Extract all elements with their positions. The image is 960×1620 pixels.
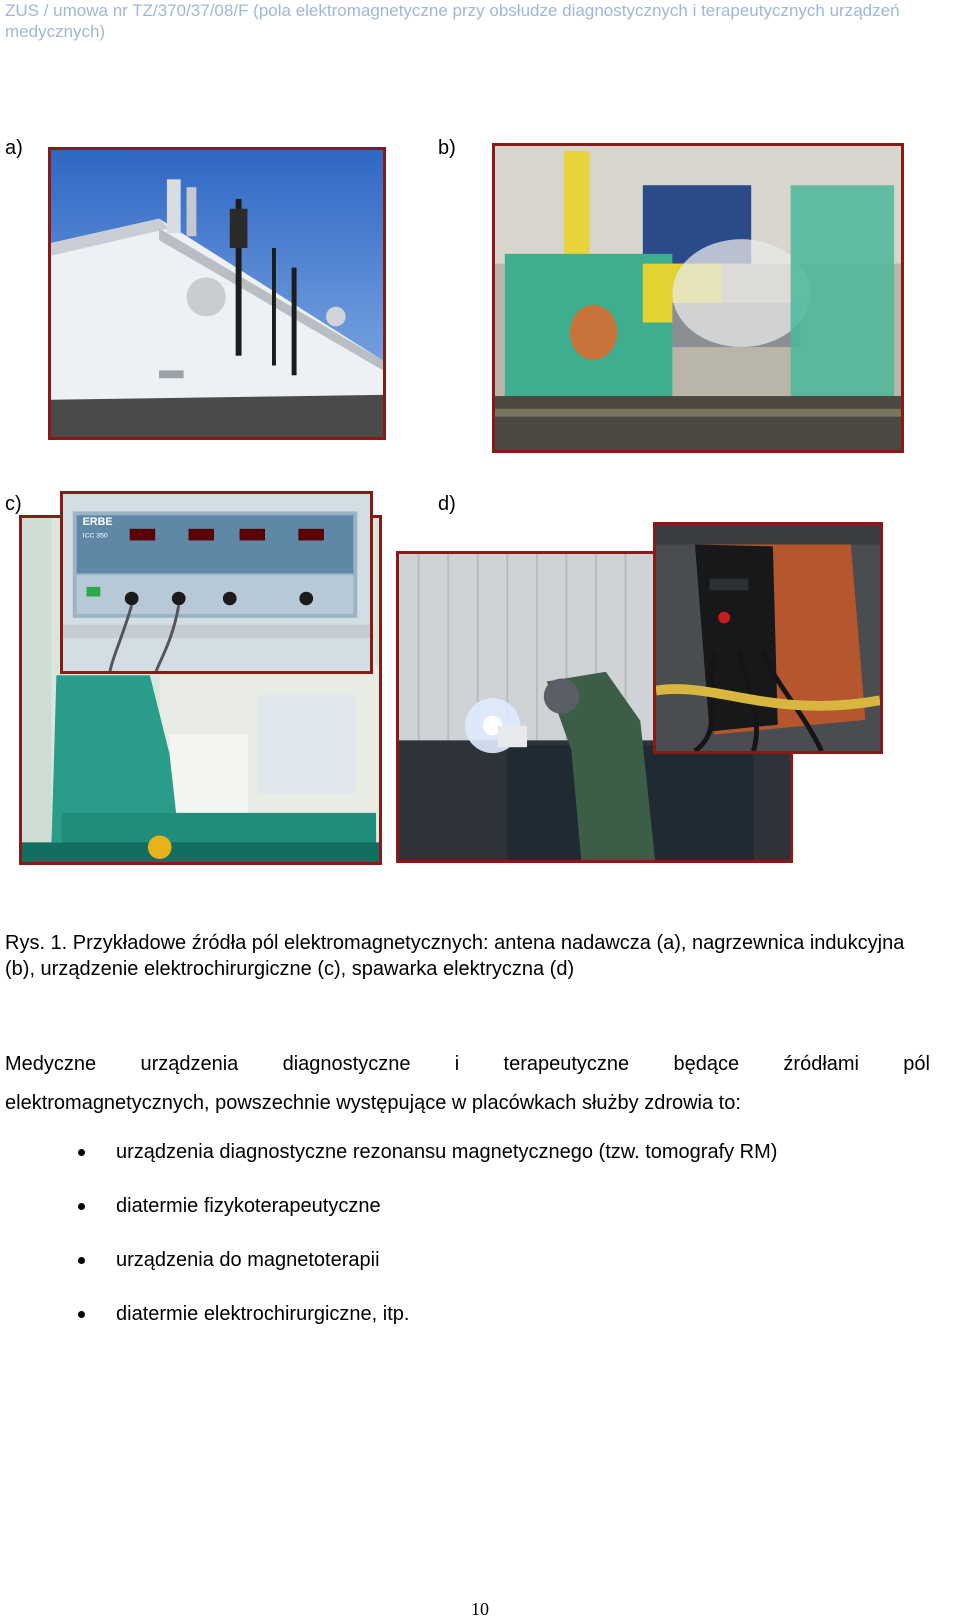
figure-label-a: a) — [5, 137, 23, 159]
figure-caption: Rys. 1. Przykładowe źródła pól elektromagnetycznych: antena nadawcza (a), nagrzewnica indukcyjna (b), urządzenie elektrochirurgiczne (c), spawarka elektryczna (d) — [5, 932, 905, 980]
document-header: ZUS / umowa nr TZ/370/37/08/F (pola elektromagnetyczne przy obsłudze diagnostycznych i terapeutycznych urządzeń medycznych) — [5, 1, 900, 41]
photo-welding-machine — [653, 522, 883, 754]
photo-electrosurgical-unit — [60, 491, 373, 674]
list-item: urządzenia diagnostyczne rezonansu magnetycznego (tzw. tomografy RM) — [0, 1140, 960, 1194]
bullet-icon — [78, 1257, 85, 1264]
erbe-logo-text: ERBE — [82, 516, 113, 528]
device-list — [0, 1140, 960, 1356]
intro-paragraph — [5, 1045, 930, 1123]
bullet-icon — [78, 1149, 85, 1156]
list-item: diatermie fizykoterapeutyczne — [0, 1194, 960, 1248]
icc-model-text: ICC 350 — [82, 532, 108, 540]
photo-induction-heater — [492, 143, 904, 453]
bullet-icon — [78, 1203, 85, 1210]
photo-antenna — [48, 147, 386, 440]
list-item: urządzenia do magnetoterapii — [0, 1248, 960, 1302]
paragraph-line-1: Medyczne urządzenia diagnostyczne i terapeutyczne będące źródłami pól — [5, 1053, 930, 1075]
paragraph-line-2: elektromagnetycznych, powszechnie występujące w placówkach służby zdrowia to: — [5, 1092, 741, 1114]
list-item: diatermie elektrochirurgiczne, itp. — [0, 1302, 960, 1356]
bullet-icon — [78, 1311, 85, 1318]
figure-label-d: d) — [438, 493, 456, 515]
figure-label-b: b) — [438, 137, 456, 159]
figure-label-c: c) — [5, 493, 22, 515]
page-number: 10 — [471, 1599, 489, 1619]
